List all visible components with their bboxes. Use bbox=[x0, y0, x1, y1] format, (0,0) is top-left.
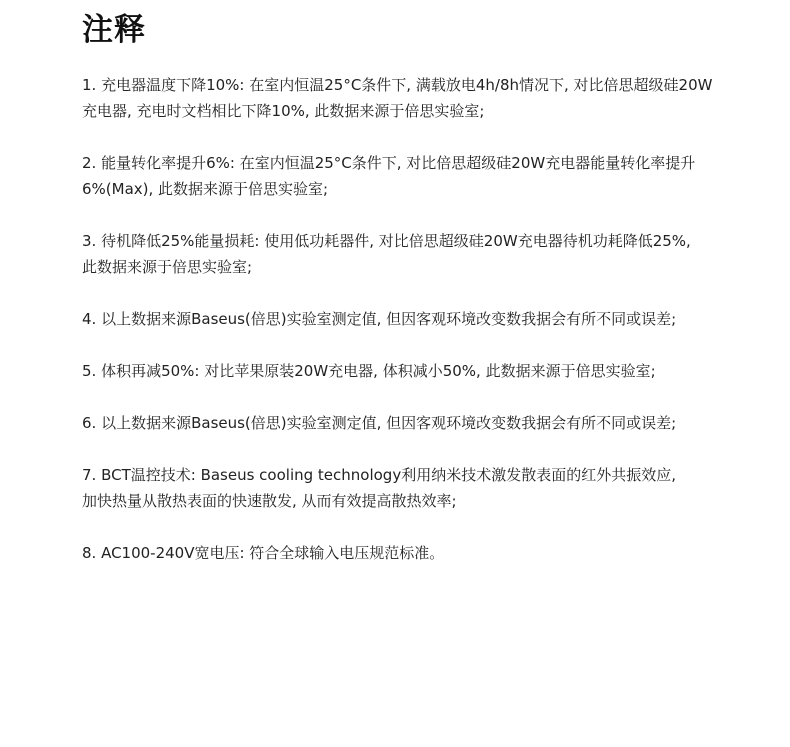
note-item-2 bbox=[82, 150, 742, 202]
note-line: 充电器, 充电时文档相比下降10%, 此数据来源于倍思实验室; bbox=[82, 102, 485, 120]
note-line: 3. 待机降低25%能量损耗: 使用低功耗器件, 对比倍思超级硅20W充电器待机功耗降低25%, bbox=[82, 232, 691, 250]
note-line: 此数据来源于倍思实验室; bbox=[82, 258, 253, 276]
note-item-8 bbox=[82, 540, 742, 566]
note-line: 8. AC100-240V宽电压: 符合全球输入电压规范标准。 bbox=[82, 544, 445, 562]
note-line: 7. BCT温控技术: Baseus cooling technology利用纳米技术激发散表面的红外共振效应, bbox=[82, 466, 676, 484]
note-item-4 bbox=[82, 306, 742, 332]
note-line: 6. 以上数据来源Baseus(倍思)实验室测定值, 但因客观环境改变数我据会有所不同或误差; bbox=[82, 414, 677, 432]
note-item-5 bbox=[82, 358, 742, 384]
note-item-3 bbox=[82, 228, 742, 280]
note-line: 5. 体积再减50%: 对比苹果原装20W充电器, 体积减小50%, 此数据来源于倍思实验室; bbox=[82, 362, 656, 380]
page-title: 注释 bbox=[82, 12, 146, 48]
note-item-6 bbox=[82, 410, 742, 436]
note-item-1 bbox=[82, 72, 742, 124]
note-line: 1. 充电器温度下降10%: 在室内恒温25°C条件下, 满载放电4h/8h情况下, 对比倍思超级硅20W bbox=[82, 76, 713, 94]
note-line: 4. 以上数据来源Baseus(倍思)实验室测定值, 但因客观环境改变数我据会有所不同或误差; bbox=[82, 310, 677, 328]
note-item-7 bbox=[82, 462, 742, 514]
note-line: 6%(Max), 此数据来源于倍思实验室; bbox=[82, 180, 329, 198]
note-line: 加快热量从散热表面的快速散发, 从而有效提高散热效率; bbox=[82, 492, 457, 510]
note-line: 2. 能量转化率提升6%: 在室内恒温25°C条件下, 对比倍思超级硅20W充电器能量转化率提升 bbox=[82, 154, 696, 172]
